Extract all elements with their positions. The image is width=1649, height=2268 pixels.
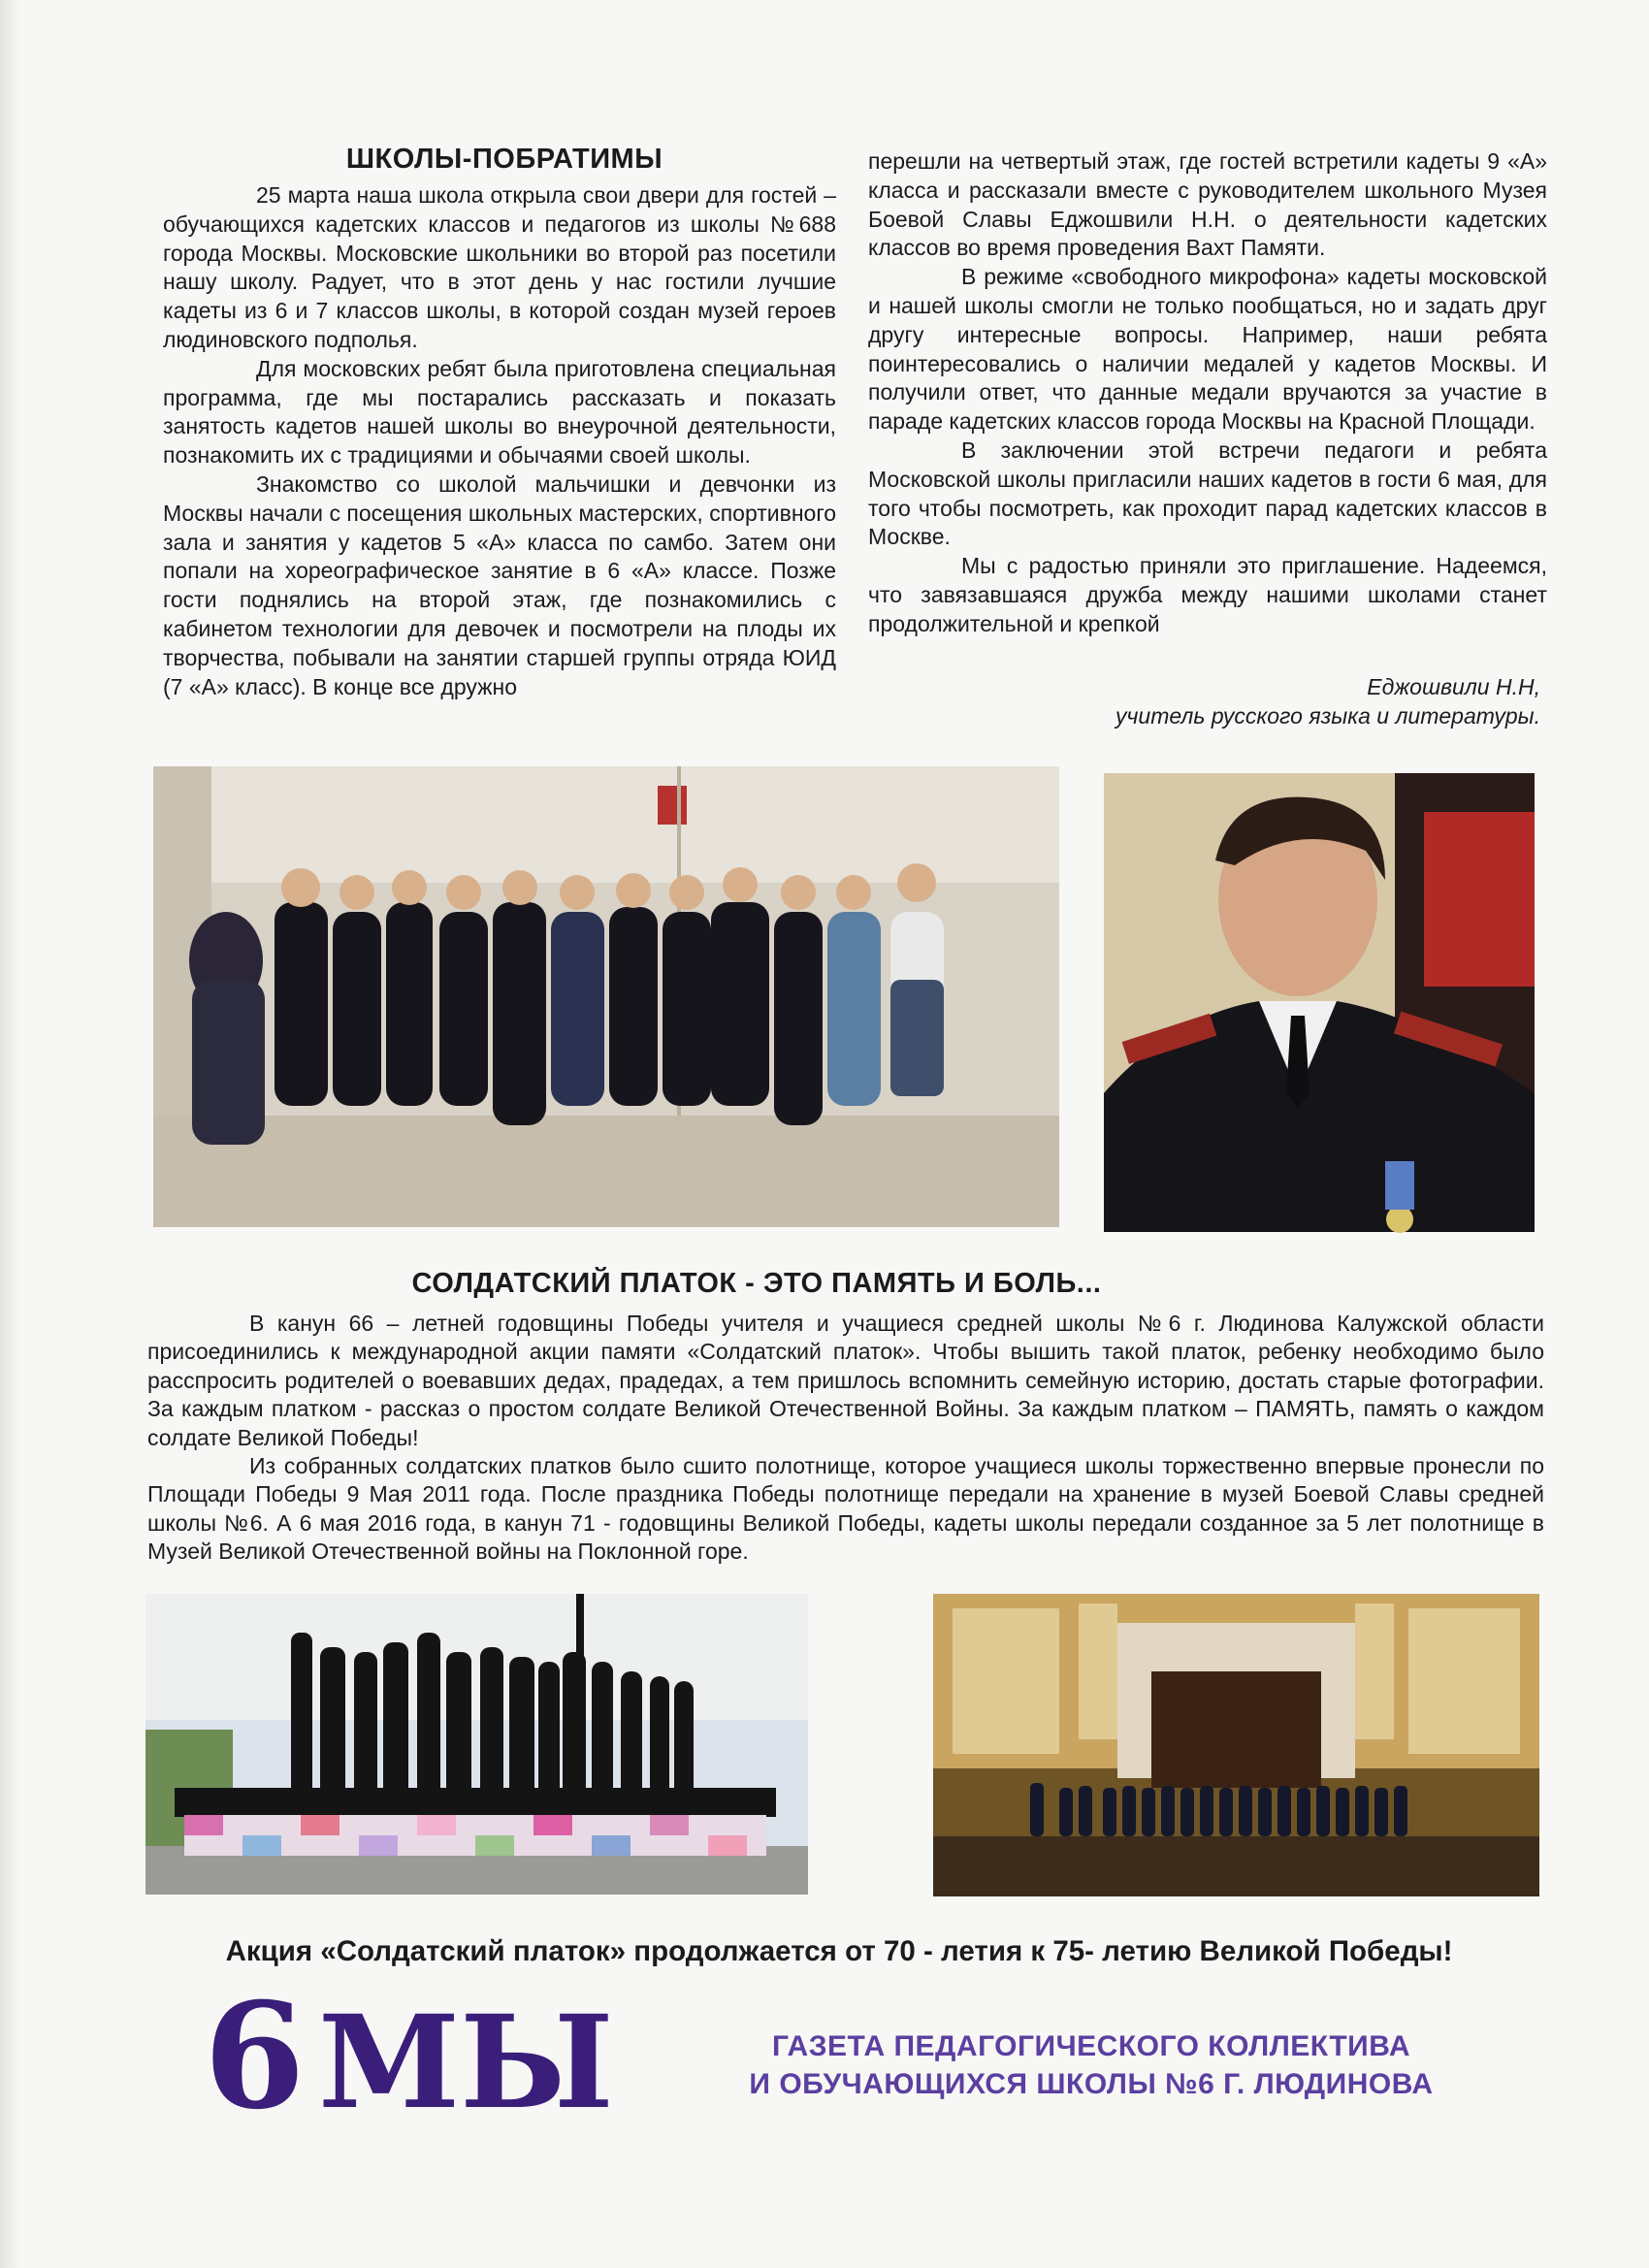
museum-hall-photo [933, 1594, 1539, 1896]
group-photo [153, 766, 1059, 1227]
article1-paragraph: 25 марта наша школа открыла свои двери для гостей – обучающихся кадетских классов и педагогов из школы №688 города Москвы. Московские школьники во второй раз посетили нашу школу. Радует, что в этот день у нас гостили лучшие кадеты из 6 и 7 классов школы, в которой создан музей героев людиновского подполья. [163, 182, 836, 352]
article1-left-column [163, 181, 836, 701]
masthead-caption [669, 2027, 1513, 2103]
page-edge-shadow [0, 0, 21, 2268]
article1-title: ШКОЛЫ-ПОБРАТИМЫ [345, 144, 663, 175]
article2-paragraph: Из собранных солдатских платков было сшито полотнище, которое учащиеся школы торжественно впервые пронесли по Площади Победы 9 Мая 2011 года. После праздника Победы полотнище передали на хранение в музей Боевой Славы средней школы №6. А 6 мая 2016 года, в канун 71 - годовщины Великой Победы, кадеты школы передали созданное за 5 лет полотнище в Музей Великой Отечественной войны на Поклонной горе. [147, 1453, 1544, 1565]
article1-paragraph: перешли на четвертый этаж, где гостей встретили кадеты 9 «А» класса и рассказали вместе с руководителем школьного Музея Боевой Славы Еджошвили Н.Н. о деятельности кадетских классов во время проведения Вахт Памяти. [868, 148, 1547, 261]
campaign-banner: Акция «Солдатский платок» продолжается от 70 - летия к 75- летию Великой Победы! [225, 1935, 1453, 1967]
article1-paragraph: Мы с радостью приняли это приглашение. Надеемся, что завязавшаяся дружба между нашими школами станет продолжительной и крепкой [868, 553, 1547, 636]
article1-paragraph: В заключении этой встречи педагоги и ребята Московской школы пригласили наших кадетов в гости 6 мая, для того чтобы посмотреть, как проходит парад кадетских классов в Москве. [868, 437, 1547, 550]
article2-paragraph: В канун 66 – летней годовщины Победы учителя и учащиеся средней школы №6 г. Людинова Калужской области присоединились к международной акции памяти «Солдатский платок». Чтобы вышить такой платок, ребенку необходимо было расспросить родителей о воевавших дедах, прадедах, а тем пришлось вспомнить семейную историю, достать старые фотографии. За каждым платком - рассказ о простом солдате Великой Отечественной Войны. За каждым платком – ПАМЯТЬ, память о каждом солдате Великой Победы! [147, 1311, 1544, 1450]
masthead-line1: ГАЗЕТА ПЕДАГОГИЧЕСКОГО КОЛЛЕКТИВА [771, 2030, 1411, 2062]
article1-paragraph: Для московских ребят была приготовлена специальная программа, где мы постарались рассказать и показать занятость кадетов нашей школы во внеурочной деятельности, познакомить их с традициями и обычаями своей школы. [163, 355, 836, 469]
author-role: учитель русского языка и литературы. [1116, 703, 1540, 729]
cadet-portrait-photo [1104, 773, 1535, 1232]
svg-text:МЫ: МЫ [318, 1988, 614, 2138]
article1-paragraph: Знакомство со школой мальчишки и девчонки из Москвы начали с посещения школьных мастерских, спортивного зала и занятия у кадетов 5 «А» класса по самбо. Затем они попали на хореографическое занятие в 6 «А» классе. Позже гости поднялись на второй этаж, где познакомились с кабинетом технологии для девочек и посмотрели на плоды их творчества, побывали на занятии старшей группы отряда ЮИД (7 «А» класс). В конце все дружно [163, 470, 836, 699]
masthead-line2: И ОБУЧАЮЩИХСЯ ШКОЛЫ №6 Г. ЛЮДИНОВА [749, 2068, 1434, 2100]
article2-title: СОЛДАТСКИЙ ПЛАТОК - ЭТО ПАМЯТЬ И БОЛЬ... [411, 1268, 1102, 1299]
article1-right-column [868, 147, 1547, 639]
article1-signature [1116, 672, 1540, 730]
newspaper-logo [204, 1971, 614, 2142]
author-name: Еджошвили Н.Н, [1367, 674, 1540, 699]
article2-body [147, 1310, 1544, 1567]
memorial-cloth-photo [146, 1594, 808, 1895]
svg-text:6: 6 [204, 1971, 306, 2142]
article1-paragraph: В режиме «свободного микрофона» кадеты московской и нашей школы смогли не только пообщаться, но и задать друг другу интересные вопросы. Например, наши ребята поинтересовались о наличии медалей у кадетов Москвы. И получили ответ, что данные медали вручаются за участие в параде кадетских классов города Москвы на Красной Площади. [868, 264, 1547, 435]
